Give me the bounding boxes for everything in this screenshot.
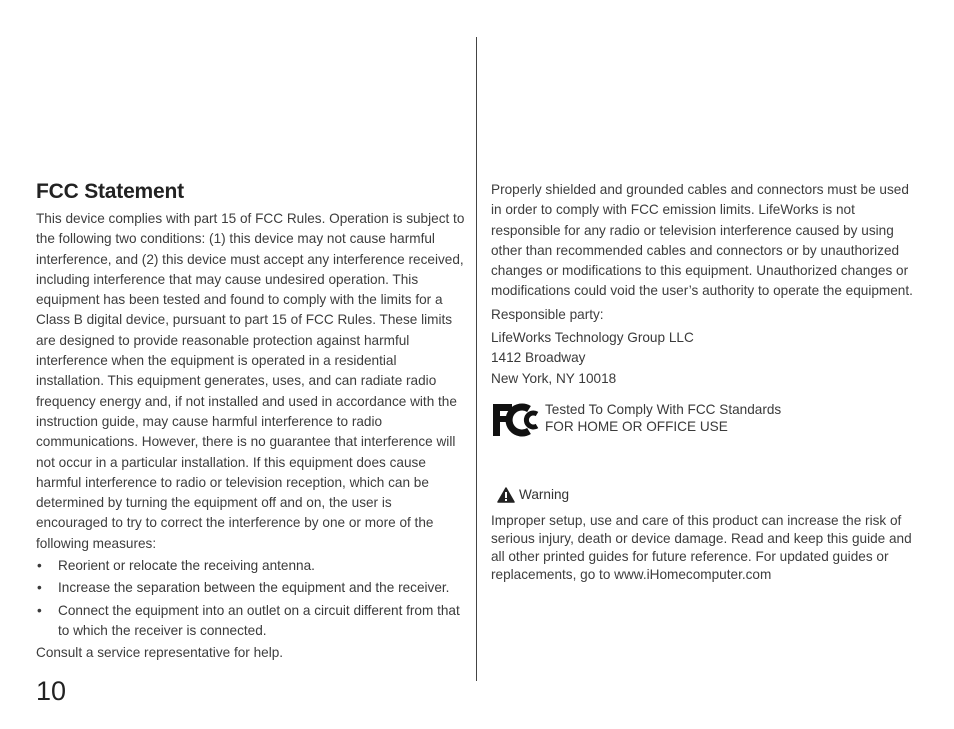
right-column [491,180,916,598]
responsible-party-label: Responsible party: [491,306,604,322]
address-block [491,328,916,389]
address-line: 1412 Broadway [491,350,586,366]
measure-text: Connect the equipment into an outlet on a circuit different from that to which the receiver is connected. [58,602,460,638]
list-item [36,601,466,642]
address-line: New York, NY 10018 [491,370,617,386]
fcc-logo-icon [491,401,545,439]
warning-triangle-icon [497,487,515,503]
bullet-icon: • [37,580,42,596]
measures-list [36,556,466,641]
warning-heading [491,487,916,503]
warning-label: Warning [519,487,570,503]
address-line: LifeWorks Technology Group LLC [491,330,694,346]
fcc-line-1: Tested To Comply With FCC Standards [545,401,782,417]
list-item [36,556,466,576]
section-title: FCC Statement [36,180,184,203]
measure-text: Reorient or relocate the receiving antenna. [58,558,315,574]
warning-text: Improper setup, use and care of this product can increase the risk of serious injury, death or device damage. Read and keep this guide and all other printed guides for future reference. For updated guides or replacements, go to www.iHomecomputer.com [491,512,912,582]
fcc-compliance-block [491,401,916,441]
bullet-icon: • [37,602,42,618]
consult-text: Consult a service representative for help. [36,645,284,661]
page-number: 10 [36,676,67,706]
fcc-line-2: FOR HOME OR OFFICE USE [545,419,728,435]
bullet-icon: • [37,558,42,574]
fcc-compliance-text [545,401,781,436]
list-item [36,578,466,598]
fcc-statement-paragraph: This device complies with part 15 of FCC Rules. Operation is subject to the following two conditions: (1) this device may not cause harmful interference, and (2) this device must accept any interference received, including interference that may cause undesired operation. This equipment has been tested and found to comply with the limits for a Class B digital device, pursuant to part 15 of FCC Rules. These limits are designed to provide reasonable protection against harmful interference when the equipment is operated in a residential installation. This equipment generates, uses, and can radiate radio frequency energy and, if not installed and used in accordance with the instruction guide, may cause harmful interference to radio communications. However, there is no guarantee that interference will not occur in a particular installation. If this equipment does cause harmful interference to radio or television reception, which can be determined by turning the equipment off and on, the user is encouraged to try to correct the interference by one or more of the following measures: [36,211,465,551]
left-column [36,180,466,664]
column-divider [476,37,477,681]
measure-text: Increase the separation between the equipment and the receiver. [58,580,450,596]
cables-paragraph: Properly shielded and grounded cables and connectors must be used in order to comply with FCC emission limits. LifeWorks is not responsible for any radio or television interference caused by using other than recommended cables and connectors or by unauthorized changes or modifications to this equipment. Unauthorized changes or modifications could void the user’s authority to operate the equipment. [491,182,913,299]
